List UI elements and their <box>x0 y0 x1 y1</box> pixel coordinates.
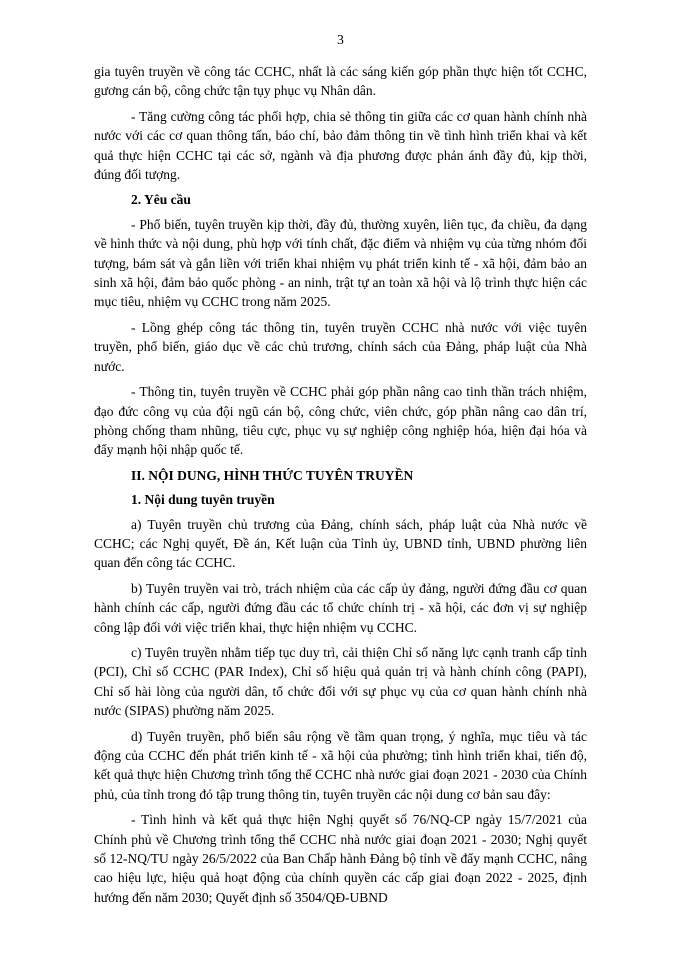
paragraph-item-d: d) Tuyên truyền, phổ biến sâu rộng về tầm quan trọng, ý nghĩa, mục tiêu và tác động của CCHC đến phát triển kinh tế - xã hội của phường; tình hình triển khai, tiến độ, kết quả thực hiện Chương trình tổng thể CCHC nhà nước giai đoạn 2021 - 2030 của Chính phủ, của tỉnh trong đó tập trung thông tin, tuyên truyền các nội dung cơ bản sau đây: <box>94 728 587 802</box>
document-body <box>94 62 587 913</box>
heading-content: 1. Nội dung tuyên truyền <box>131 492 275 508</box>
paragraph-item-a: a) Tuyên truyền chủ trương của Đảng, chính sách, pháp luật của Nhà nước về CCHC; các Nghị quyết, Đề án, Kết luận của Tỉnh ủy, UBND tỉnh, UBND phường liên quan đến công tác CCHC. <box>94 516 587 571</box>
heading-section-ii: II. NỘI DUNG, HÌNH THỨC TUYÊN TRUYỀN <box>131 467 414 483</box>
paragraph-resolution: - Tình hình và kết quả thực hiện Nghị quyết số 76/NQ-CP ngày 15/7/2021 của Chính phủ về Chương trình tổng thể CCHC nhà nước giai đoạn 2021 - 2030; Nghị quyết số 12-NQ/TU ngày 26/5/2022 của Ban Chấp hành Đảng bộ tỉnh về đẩy mạnh CCHC, nâng cao hiệu lực, hiệu quả hoạt động của chính quyền các cấp giai đoạn 2022 - 2025, định hướng đến năm 2030; Quyết định số 3504/QĐ-UBND <box>94 812 587 905</box>
paragraph-coordination: - Tăng cường công tác phối hợp, chia sẻ thông tin giữa các cơ quan hành chính nhà nước với các cơ quan thông tấn, báo chí, bảo đảm thông tin về tình hình triển khai và kết quả thực hiện CCHC tại các sở, ngành và địa phương được phản ánh đầy đủ, kịp thời, đúng đối tượng. <box>94 108 587 183</box>
paragraph-item-c: c) Tuyên truyền nhằm tiếp tục duy trì, cải thiện Chỉ số năng lực cạnh tranh cấp tỉnh (PCI), Chỉ số CCHC (PAR Index), Chỉ số hiệu quả quản trị và hành chính công (PAPI), Chỉ số hài lòng của người dân, tổ chức đối với sự phục vụ của cơ quan hành chính nhà nước (SIPAS) phường năm 2025. <box>94 644 587 719</box>
heading-requirements: 2. Yêu cầu <box>131 192 191 208</box>
paragraph-item-b: b) Tuyên truyền vai trò, trách nhiệm của các cấp ủy đảng, người đứng đầu cơ quan hành chính các cấp, người đứng đầu các tổ chức chính trị - xã hội, các đơn vị sự nghiệp công lập đối với việc triển khai, thực hiện nhiệm vụ CCHC. <box>94 580 587 635</box>
page-number: 3 <box>337 32 344 47</box>
paragraph-dissemination: - Phổ biến, tuyên truyền kịp thời, đầy đủ, thường xuyên, liên tục, đa chiều, đa dạng về hình thức và nội dung, phù hợp với tính chất, đặc điểm và nhiệm vụ của từng nhóm đối tượng, bám sát và gắn liền với triển khai nhiệm vụ phát triển kinh tế - xã hội, đảm bảo an sinh xã hội, đảm bảo quốc phòng - an ninh, trật tự an toàn xã hội và lộ trình thực hiện các mục tiêu, nhiệm vụ CCHC trong năm 2025. <box>94 216 587 310</box>
paragraph-continuation: gia tuyên truyền về công tác CCHC, nhất là các sáng kiến góp phần thực hiện tốt CCHC, gương cán bộ, công chức tận tụy phục vụ Nhân dân. <box>94 64 587 99</box>
paragraph-integration: - Lồng ghép công tác thông tin, tuyên truyền CCHC nhà nước với việc tuyên truyền, phổ biến, giáo dục về các chủ trương, chính sách của Đảng, pháp luật của Nhà nước. <box>94 319 587 374</box>
paragraph-responsibility: - Thông tin, tuyên truyền về CCHC phải góp phần nâng cao tinh thần trách nhiệm, đạo đức công vụ của đội ngũ cán bộ, công chức, viên chức, góp phần nâng cao dân trí, phòng chống tham nhũng, tiêu cực, phục vụ sự nghiệp công nghiệp hóa, hiện đại hóa và đẩy mạnh hội nhập quốc tế. <box>94 384 587 458</box>
